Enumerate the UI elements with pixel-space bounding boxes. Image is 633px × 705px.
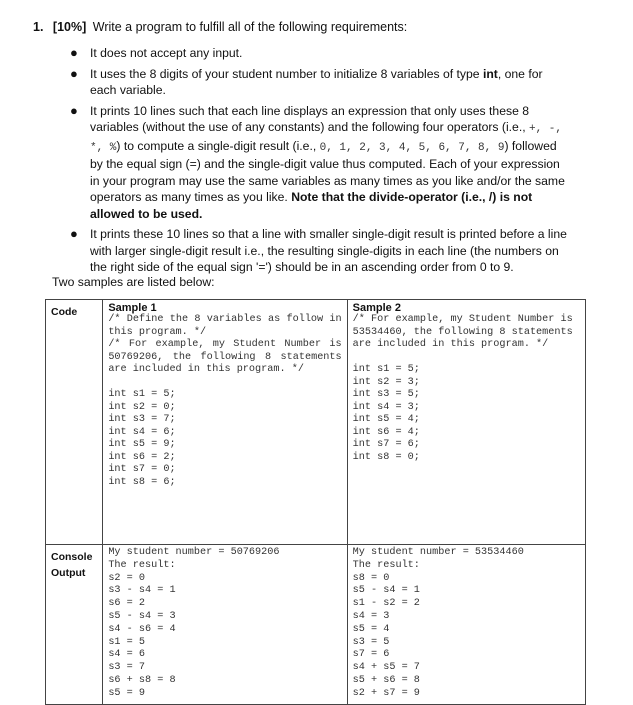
- bullet-icon: ●: [70, 102, 78, 118]
- divide-operator-note: Note that the divide-operator (i.e., /) is not allowed to be used.: [90, 190, 533, 221]
- sample1-code-cell: [103, 300, 347, 545]
- code-row: [46, 300, 586, 545]
- sample1-console-cell: [103, 545, 347, 705]
- question-weight: [10%]: [52, 20, 87, 34]
- bullet-icon: ●: [70, 226, 78, 241]
- requirement-text: It prints these 10 lines so that a line with smaller single-digit result is printed before a line with larger single-digit result i.e., the resulting single-digits in each line (the numbers on the right side of the equal sign '=') should be in an ascending order from 0 to 9.: [90, 227, 567, 274]
- code-label: Code: [46, 300, 103, 545]
- requirement-item: [66, 45, 572, 62]
- samples-intro: Two samples are listed below:: [52, 275, 215, 289]
- requirement-text: ) followed by the equal sign (=) and the single-digit value thus computed. Each of your expression in your program may use the same variables as many times as you like and/or the same operators as many times as you like.: [90, 138, 565, 204]
- digits-list: 0, 1, 2, 3, 4, 5, 6, 7, 8, 9: [319, 141, 505, 154]
- sample2-console-output: My student number = 53534460 The result: s8 = 0 s5 - s4 = 1 s1 - s2 = 2 s4 = 3 s5 = 4 s3 = 5 s7 = 6 s4 + s5 = 7 s5 + s6 = 8 s2 + s7 = 9: [352, 547, 524, 699]
- console-output-label: [46, 545, 103, 705]
- requirement-text: It prints 10 lines such that each line displays an expression that only uses these 8 variables (without the use of any constants) and the following four operators (i.e.,: [90, 103, 530, 134]
- sample1-comment: /* Define the 8 variables as follow in this program. */: [108, 314, 342, 338]
- samples-table: [45, 299, 586, 705]
- sample1-title: Sample 1: [108, 302, 157, 314]
- question-title: Write a program to fulfill all of the following requirements:: [92, 20, 408, 34]
- console-row: [46, 545, 586, 705]
- question-header: [33, 20, 407, 34]
- sample2-declarations: int s1 = 5; int s2 = 3; int s3 = 5; int s4 = 3; int s5 = 4; int s6 = 4; int s7 = 6; int s8 = 0;: [352, 364, 420, 463]
- requirement-text: ) to compute a single-digit result (i.e.,: [116, 138, 317, 153]
- question-number: 1.: [33, 20, 44, 34]
- sample2-title: Sample 2: [352, 302, 401, 314]
- requirement-text: It uses the 8 digits of your student number to initialize 8 variables of type: [90, 66, 483, 81]
- bullet-icon: ●: [70, 45, 78, 60]
- sample2-console-cell: [347, 545, 585, 705]
- requirement-text: It does not accept any input.: [90, 46, 243, 60]
- type-keyword: int: [482, 66, 498, 81]
- requirement-item: [66, 66, 572, 99]
- requirement-item: [66, 103, 572, 223]
- sample1-declarations: int s1 = 5; int s2 = 0; int s3 = 7; int s4 = 6; int s5 = 9; int s6 = 2; int s7 = 0; int s8 = 6;: [108, 389, 176, 488]
- requirement-item: [66, 226, 572, 276]
- requirement-text: , one for each variable.: [90, 66, 543, 97]
- sample2-code-cell: [347, 300, 585, 545]
- operators-list: +, -, *, %: [90, 123, 563, 154]
- bullet-icon: ●: [70, 65, 78, 81]
- console-label-line1: Console: [51, 551, 93, 563]
- sample2-comment: /* For example, my Student Number is 53534460, the following 8 statements are included in this program. */: [352, 314, 579, 350]
- requirements-list: [66, 45, 572, 280]
- sample1-comment: /* For example, my Student Number is 50769206, the following 8 statements are included in this program. */: [108, 339, 342, 375]
- console-label-line2: Output: [51, 567, 86, 579]
- sample1-console-output: My student number = 50769206 The result: s2 = 0 s3 - s4 = 1 s6 = 2 s5 - s4 = 3 s4 - s6 = 4 s1 = 5 s4 = 6 s3 = 7 s6 + s8 = 8 s5 = 9: [108, 547, 280, 699]
